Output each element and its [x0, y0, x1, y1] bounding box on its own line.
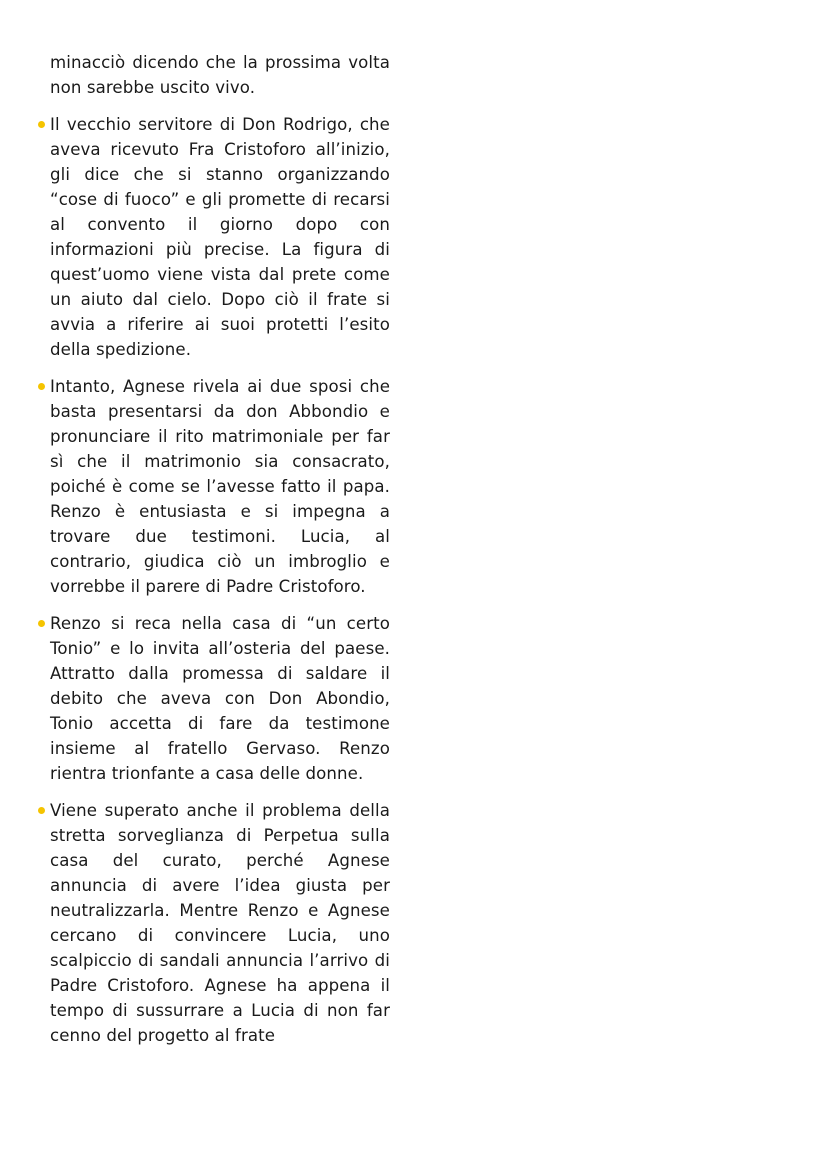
- text-column: [50, 50, 390, 1060]
- summary-bullet-list: [50, 112, 390, 1048]
- yellow-bullet-icon: [38, 383, 45, 390]
- yellow-bullet-icon: [38, 121, 45, 128]
- intro-paragraph: minacciò dicendo che la prossima volta non sarebbe uscito vivo.: [50, 53, 390, 97]
- bullet-text: Il vecchio servitore di Don Rodrigo, che aveva ricevuto Fra Cristoforo all’inizio, gli dice che si stanno organizzando “cose di fuoco” e gli promette di recarsi al convento il giorno dopo con informazioni più precise. La figura di quest’uomo viene vista dal prete come un aiuto dal cielo. Dopo ciò il frate si avvia a riferire ai suoi protetti l’esito della spedizione.: [50, 115, 390, 359]
- bullet-text: Viene superato anche il problema della stretta sorveglianza di Perpetua sulla casa del curato, perché Agnese annuncia di avere l’idea giusta per neutralizzarla. Mentre Renzo e Agnese cercano di convincere Lucia, uno scalpiccio di sandali annuncia l’arrivo di Padre Cristoforo. Agnese ha appena il tempo di sussurrare a Lucia di non far cenno del progetto al frate: [50, 801, 390, 1045]
- bullet-item-tonio: [50, 611, 390, 786]
- bullet-item-agnese: [50, 374, 390, 599]
- yellow-bullet-icon: [38, 620, 45, 627]
- bullet-text: Renzo si reca nella casa di “un certo Tonio” e lo invita all’osteria del paese. Attratto dalla promessa di saldare il debito che aveva con Don Abondio, Tonio accetta di fare da testimone insieme al fratello Gervaso. Renzo rientra trionfante a casa delle donne.: [50, 614, 390, 783]
- yellow-bullet-icon: [38, 807, 45, 814]
- bullet-item-perpetua: [50, 798, 390, 1048]
- bullet-item-servitore: [50, 112, 390, 362]
- bullet-text: Intanto, Agnese rivela ai due sposi che basta presentarsi da don Abbondio e pronunciare il rito matrimoniale per far sì che il matrimonio sia consacrato, poiché è come se l’avesse fatto il papa. Renzo è entusiasta e si impegna a trovare due testimoni. Lucia, al contrario, giudica ciò un imbroglio e vorrebbe il parere di Padre Cristoforo.: [50, 377, 390, 596]
